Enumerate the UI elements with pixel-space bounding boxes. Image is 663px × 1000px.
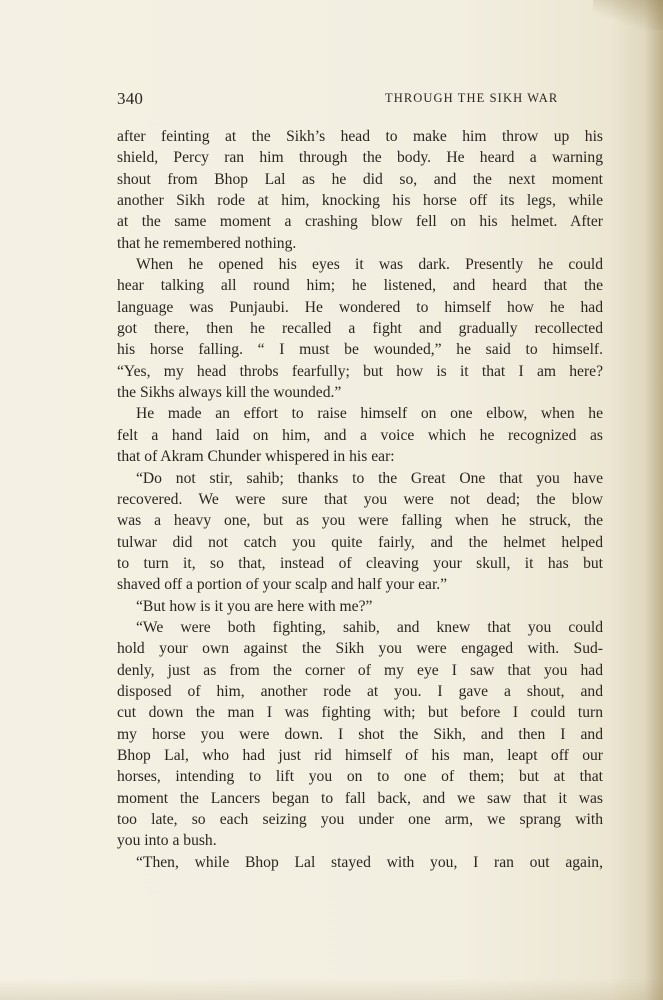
text-line: “Do not stir, sahib; thanks to the Great One that you have — [136, 469, 603, 487]
text-line: hold your own against the Sikh you were engaged with. Sud- — [117, 640, 603, 658]
text-line: the Sikhs always kill the wounded.” — [117, 384, 342, 402]
page-header — [117, 89, 603, 111]
page-corner-shadow — [593, 0, 663, 30]
page-bottom-shadow — [0, 978, 663, 1000]
text-line: “Yes, my head throbs fearfully; but how is it that I am here? — [117, 362, 603, 380]
text-line: language was Punjaubi. He wondered to himself how he had — [117, 298, 603, 316]
text-line: after feinting at the Sikh’s head to make him throw up his — [117, 128, 603, 145]
text-line: When he opened his eyes it was dark. Presently he could — [136, 256, 603, 274]
text-line: shaved off a portion of your scalp and half your ear.” — [117, 576, 448, 594]
text-line: too late, so each seizing you under one arm, we sprang with — [117, 811, 603, 828]
text-line: recovered. We were sure that you were not dead; the blow — [117, 490, 603, 508]
text-line: that he remembered nothing. — [117, 234, 297, 252]
text-line: at the same moment a crashing blow fell on his helmet. After — [117, 213, 603, 231]
text-line: shout from Bhop Lal as he did so, and the next moment — [117, 170, 603, 188]
text-line: moment the Lancers began to fall back, and we saw that it was — [117, 789, 603, 807]
text-line: tulwar did not catch you quite fairly, and the helmet helped — [117, 533, 603, 551]
text-line: to turn it, so that, instead of cleaving your skull, it has but — [117, 554, 603, 572]
text-line: that of Akram Chunder whispered in his ear: — [117, 448, 395, 466]
text-line: shield, Percy ran him through the body. He heard a warning — [117, 149, 603, 167]
running-title: THROUGH THE SIKH WAR — [385, 91, 559, 105]
text-line: Bhop Lal, who had just rid himself of his man, leapt off our — [117, 746, 603, 764]
text-line: my horse you were down. I shot the Sikh, and then I and — [117, 725, 603, 743]
text-line: felt a hand laid on him, and a voice which he recognized as — [117, 426, 603, 444]
text-line: “We were both fighting, sahib, and knew that you could — [136, 618, 603, 636]
text-line: “But how is it you are here with me?” — [136, 597, 373, 615]
text-line: He made an effort to raise himself on one elbow, when he — [136, 405, 603, 423]
text-line: cut down the man I was fighting with; but before I could turn — [117, 704, 603, 722]
text-line: was a heavy one, but as you were falling when he struck, the — [117, 512, 603, 530]
text-line: you into a bush. — [117, 832, 217, 850]
text-line: disposed of him, another rode at you. I gave a shout, and — [117, 682, 603, 700]
body-text — [117, 126, 603, 873]
page-edge-shadow — [645, 0, 663, 1000]
page-number: 340 — [117, 89, 144, 108]
text-line: hear talking all round him; he listened, and heard that the — [117, 277, 603, 295]
text-line: denly, just as from the corner of my eye I saw that you had — [117, 661, 603, 679]
text-line: another Sikh rode at him, knocking his horse off its legs, while — [117, 192, 603, 210]
text-line: got there, then he recalled a fight and gradually recollected — [117, 320, 603, 338]
text-line: his horse falling. “ I must be wounded,” he said to himself. — [117, 341, 603, 359]
text-line: “Then, while Bhop Lal stayed with you, I ran out again, — [136, 853, 603, 871]
text-line: horses, intending to lift you on to one of them; but at that — [117, 768, 603, 786]
